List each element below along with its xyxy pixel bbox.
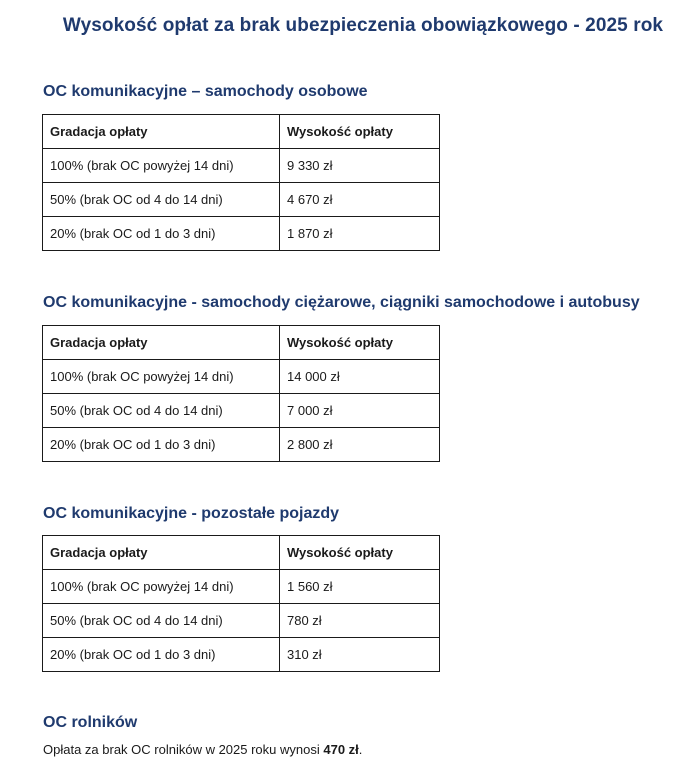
amount-cell: 2 800 zł (280, 428, 440, 462)
gradation-cell: 100% (brak OC powyżej 14 dni) (43, 149, 280, 183)
amount-cell: 780 zł (280, 604, 440, 638)
section-heading-other-vehicles: OC komunikacyjne - pozostałe pojazdy (43, 505, 340, 522)
gradation-cell: 20% (brak OC od 1 do 3 dni) (43, 428, 280, 462)
section-heading-farmers: OC rolników (43, 714, 138, 731)
gradation-cell: 50% (brak OC od 4 do 14 dni) (43, 604, 280, 638)
table-row (43, 638, 440, 672)
gradation-cell: 20% (brak OC od 1 do 3 dni) (43, 638, 280, 672)
table-header-row (43, 115, 440, 149)
column-header-amount: Wysokość opłaty (280, 326, 440, 360)
amount-cell: 7 000 zł (280, 394, 440, 428)
amount-cell: 1 870 zł (280, 217, 440, 251)
amount-cell: 14 000 zł (280, 360, 440, 394)
column-header-gradation: Gradacja opłaty (43, 115, 280, 149)
gradation-cell: 50% (brak OC od 4 do 14 dni) (43, 394, 280, 428)
amount-cell: 310 zł (280, 638, 440, 672)
fee-table-trucks-buses (42, 325, 440, 462)
gradation-cell: 20% (brak OC od 1 do 3 dni) (43, 217, 280, 251)
table-header-row (43, 536, 440, 570)
amount-cell: 4 670 zł (280, 183, 440, 217)
column-header-amount: Wysokość opłaty (280, 115, 440, 149)
page-title: Wysokość opłat za brak ubezpieczenia obowiązkowego - 2025 rok (62, 15, 664, 36)
table-row (43, 183, 440, 217)
column-header-gradation: Gradacja opłaty (43, 536, 280, 570)
section-heading-trucks-buses: OC komunikacyjne - samochody ciężarowe, ciągniki samochodowe i autobusy (43, 294, 640, 311)
table-row (43, 394, 440, 428)
table-row (43, 604, 440, 638)
column-header-amount: Wysokość opłaty (280, 536, 440, 570)
table-row (43, 570, 440, 604)
table-row (43, 428, 440, 462)
note-amount: 470 zł (323, 742, 359, 757)
section-heading-passenger-cars: OC komunikacyjne – samochody osobowe (43, 83, 368, 100)
farmers-fee-note (43, 742, 362, 757)
note-suffix: . (358, 742, 363, 757)
table-header-row (43, 326, 440, 360)
table-row (43, 217, 440, 251)
note-prefix: Opłata za brak OC rolników w 2025 roku wynosi (43, 742, 324, 757)
gradation-cell: 100% (brak OC powyżej 14 dni) (43, 570, 280, 604)
fee-table-passenger-cars (42, 114, 440, 251)
amount-cell: 1 560 zł (280, 570, 440, 604)
amount-cell: 9 330 zł (280, 149, 440, 183)
gradation-cell: 50% (brak OC od 4 do 14 dni) (43, 183, 280, 217)
column-header-gradation: Gradacja opłaty (43, 326, 280, 360)
gradation-cell: 100% (brak OC powyżej 14 dni) (43, 360, 280, 394)
table-row (43, 149, 440, 183)
table-row (43, 360, 440, 394)
fee-table-other-vehicles (42, 535, 440, 672)
